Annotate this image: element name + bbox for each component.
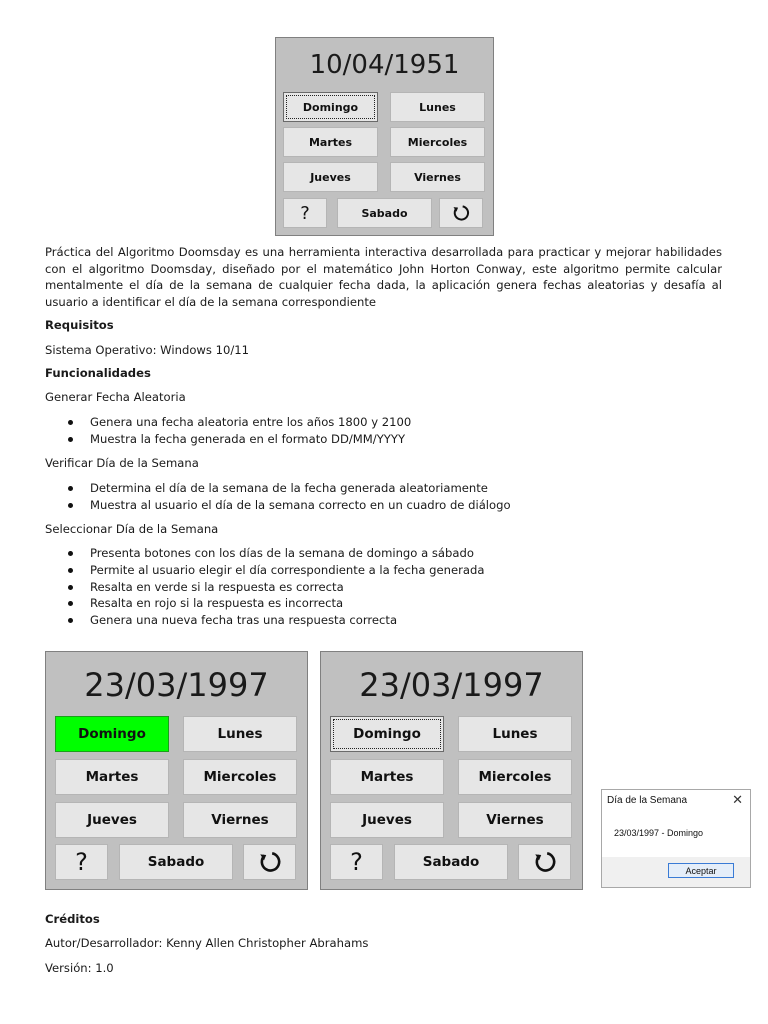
- dialog-footer: [602, 857, 750, 887]
- list-item: Genera una nueva fecha tras una respuesta correcta: [45, 612, 484, 629]
- requisitos-os: Sistema Operativo: Windows 10/11: [45, 343, 250, 357]
- help-button[interactable]: ?: [55, 844, 108, 880]
- list-item: Resalta en verde si la respuesta es correcta: [45, 579, 484, 596]
- accept-button[interactable]: Aceptar: [668, 863, 734, 878]
- generated-date: 10/04/1951: [309, 50, 460, 80]
- jueves-button[interactable]: Jueves: [330, 802, 444, 838]
- result-dialog: [601, 789, 751, 888]
- verificar-title: Verificar Día de la Semana: [45, 456, 199, 470]
- list-item: Permite al usuario elegir el día correspondiente a la fecha generada: [45, 562, 484, 579]
- miercoles-button[interactable]: Miercoles: [183, 759, 297, 795]
- domingo-button[interactable]: Domingo: [330, 716, 444, 752]
- sabado-button[interactable]: Sabado: [337, 198, 432, 228]
- sabado-button[interactable]: Sabado: [394, 844, 508, 880]
- lunes-button[interactable]: Lunes: [390, 92, 485, 122]
- list-item: Muestra la fecha generada en el formato DD/MM/YYYY: [45, 431, 411, 448]
- seleccionar-list: [45, 545, 484, 629]
- jueves-button[interactable]: Jueves: [283, 162, 378, 192]
- doomsday-app-window-correct: [45, 651, 308, 890]
- viernes-button[interactable]: Viernes: [458, 802, 572, 838]
- lunes-button[interactable]: Lunes: [458, 716, 572, 752]
- miercoles-button[interactable]: Miercoles: [390, 127, 485, 157]
- refresh-button[interactable]: [243, 844, 296, 880]
- requisitos-heading: Requisitos: [45, 318, 114, 332]
- viernes-button[interactable]: Viernes: [390, 162, 485, 192]
- refresh-icon: [532, 849, 558, 875]
- domingo-button[interactable]: Domingo: [55, 716, 169, 752]
- verificar-list: [45, 480, 511, 514]
- generar-list: [45, 414, 411, 448]
- author-line: Autor/Desarrollador: Kenny Allen Christopher Abrahams: [45, 936, 369, 950]
- seleccionar-title: Seleccionar Día de la Semana: [45, 522, 219, 536]
- funcionalidades-heading: Funcionalidades: [45, 366, 151, 380]
- list-item: Genera una fecha aleatoria entre los años 1800 y 2100: [45, 414, 411, 431]
- creditos-heading: Créditos: [45, 912, 100, 926]
- help-button[interactable]: ?: [283, 198, 327, 228]
- refresh-icon: [451, 203, 471, 223]
- domingo-button[interactable]: Domingo: [283, 92, 378, 122]
- sabado-button[interactable]: Sabado: [119, 844, 233, 880]
- lunes-button[interactable]: Lunes: [183, 716, 297, 752]
- dialog-title: Día de la Semana: [607, 795, 688, 806]
- generated-date: 23/03/1997: [359, 666, 544, 704]
- jueves-button[interactable]: Jueves: [55, 802, 169, 838]
- version-line: Versión: 1.0: [45, 961, 114, 975]
- list-item: Determina el día de la semana de la fecha generada aleatoriamente: [45, 480, 511, 497]
- description-paragraph: Práctica del Algoritmo Doomsday es una herramienta interactiva desarrollada para practicar y mejorar habilidades con el algoritmo Doomsday, diseñado por el matemático John Horton Conway, este algoritmo permite calcular mentalmente el día de la semana de cualquier fecha dada, la aplicación genera fechas aleatorias y desafía al usuario a identificar el día de la semana correspondiente: [45, 245, 722, 309]
- martes-button[interactable]: Martes: [283, 127, 378, 157]
- close-icon[interactable]: ✕: [732, 792, 743, 807]
- generated-date: 23/03/1997: [84, 666, 269, 704]
- refresh-icon: [257, 849, 283, 875]
- list-item: Muestra al usuario el día de la semana correcto en un cuadro de diálogo: [45, 497, 511, 514]
- viernes-button[interactable]: Viernes: [183, 802, 297, 838]
- list-item: Resalta en rojo si la respuesta es incorrecta: [45, 595, 484, 612]
- refresh-button[interactable]: [439, 198, 483, 228]
- dialog-message: 23/03/1997 - Domingo: [614, 828, 704, 838]
- generar-title: Generar Fecha Aleatoria: [45, 390, 186, 404]
- miercoles-button[interactable]: Miercoles: [458, 759, 572, 795]
- help-button[interactable]: ?: [330, 844, 383, 880]
- refresh-button[interactable]: [518, 844, 571, 880]
- martes-button[interactable]: Martes: [55, 759, 169, 795]
- doomsday-app-window-top: [275, 37, 494, 236]
- martes-button[interactable]: Martes: [330, 759, 444, 795]
- list-item: Presenta botones con los días de la semana de domingo a sábado: [45, 545, 484, 562]
- doomsday-app-window: [320, 651, 583, 890]
